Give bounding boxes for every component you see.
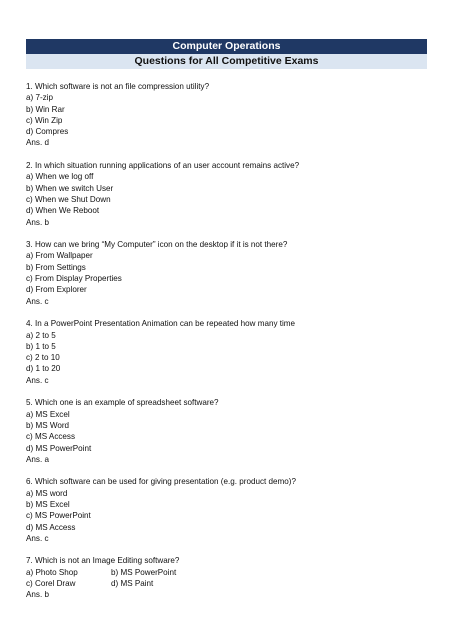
document-subtitle: Questions for All Competitive Exams xyxy=(26,54,427,69)
option-b: b) Win Rar xyxy=(26,104,65,114)
option-a: a) Photo Shop xyxy=(26,567,78,577)
option-a: a) From Wallpaper xyxy=(26,251,93,261)
question-text: 4. In a PowerPoint Presentation Animation can be repeated how many time xyxy=(26,319,296,329)
answer-text: Ans. c xyxy=(26,533,49,543)
option-d: d) Compres xyxy=(26,127,69,137)
option-c: c) When we Shut Down xyxy=(26,194,111,204)
option-a: a) 2 to 5 xyxy=(26,330,56,340)
option-b: b) MS Word xyxy=(26,420,70,430)
document-title: Computer Operations xyxy=(26,39,427,54)
answer-text: Ans. c xyxy=(26,296,49,306)
option-d: d) From Explorer xyxy=(26,285,87,295)
option-row xyxy=(26,567,426,578)
question-block-4 xyxy=(26,318,426,386)
option-d: d) MS Paint xyxy=(111,579,154,589)
option-c: c) Win Zip xyxy=(26,115,63,125)
question-block-3 xyxy=(26,239,426,307)
option-c: c) MS Access xyxy=(26,432,76,442)
question-block-5 xyxy=(26,397,426,465)
option-b: b) When we switch User xyxy=(26,183,114,193)
answer-text: Ans. b xyxy=(26,590,49,600)
question-text: 1. Which software is not an file compression utility? xyxy=(26,82,210,91)
option-c: c) Corel Draw xyxy=(26,579,76,589)
option-a: a) MS Excel xyxy=(26,409,70,419)
option-row xyxy=(26,578,426,589)
option-a: a) MS word xyxy=(26,488,68,498)
question-text: 6. Which software can be used for giving presentation (e.g. product demo)? xyxy=(26,477,296,487)
option-b: b) MS Excel xyxy=(26,499,70,509)
option-b: b) From Settings xyxy=(26,262,86,272)
option-d: d) MS PowerPoint xyxy=(26,443,92,453)
option-a: a) 7-zip xyxy=(26,93,53,103)
answer-text: Ans. b xyxy=(26,217,49,227)
option-b: b) 1 to 5 xyxy=(26,341,56,351)
option-c: c) From Display Properties xyxy=(26,274,122,284)
question-text: 2. In which situation running applications of an user account remains active? xyxy=(26,161,300,171)
option-d: d) MS Access xyxy=(26,522,76,532)
answer-text: Ans. a xyxy=(26,454,49,464)
option-c: c) 2 to 10 xyxy=(26,353,60,363)
option-c: c) MS PowerPoint xyxy=(26,511,91,521)
question-text: 5. Which one is an example of spreadsheet software? xyxy=(26,398,219,408)
question-block-6 xyxy=(26,476,426,544)
question-block-2 xyxy=(26,160,426,228)
answer-text: Ans. d xyxy=(26,138,49,148)
option-b: b) MS PowerPoint xyxy=(111,567,177,577)
option-d: d) 1 to 20 xyxy=(26,364,61,374)
question-list xyxy=(26,81,426,612)
option-d: d) When We Reboot xyxy=(26,206,100,216)
answer-text: Ans. c xyxy=(26,375,49,385)
question-text: 7. Which is not an Image Editing software? xyxy=(26,556,180,566)
question-text: 3. How can we bring “My Computer” icon on the desktop if it is not there? xyxy=(26,240,288,250)
question-block-1 xyxy=(26,81,426,149)
option-a: a) When we log off xyxy=(26,172,94,182)
question-block-7 xyxy=(26,555,426,600)
